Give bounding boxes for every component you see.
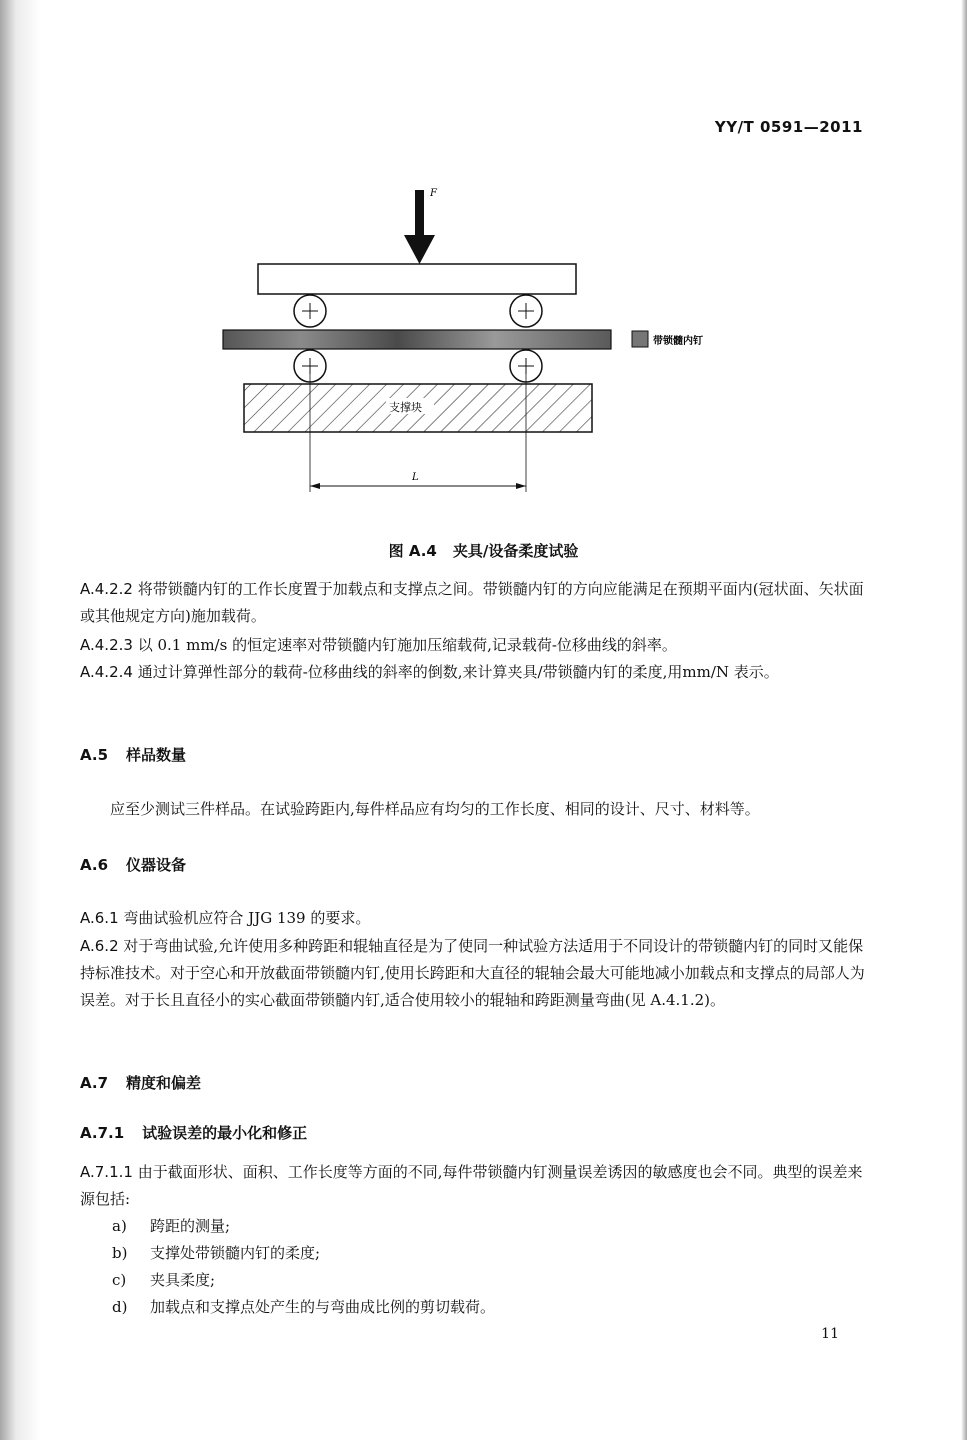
clause-a61 — [80, 905, 870, 932]
section-title: 精度和偏差 — [126, 1074, 202, 1092]
fixture-compliance-diagram — [200, 180, 760, 520]
page-number: 11 — [821, 1326, 839, 1342]
figure-number: 图 A.4 — [388, 542, 437, 560]
list-item — [112, 1240, 320, 1267]
list-item — [112, 1267, 215, 1294]
clause-a711 — [80, 1159, 870, 1213]
list-item — [112, 1294, 495, 1321]
list-text: 支撑处带锁髓内钉的柔度; — [150, 1244, 321, 1262]
section-number: A.5 — [80, 746, 109, 764]
list-label: b) — [112, 1244, 128, 1262]
section-title: 仪器设备 — [126, 856, 187, 874]
clause-text: 通过计算弹性部分的载荷-位移曲线的斜率的倒数,来计算夹具/带锁髓内钉的柔度,用mm/N 表示。 — [137, 663, 779, 681]
intramedullary-nail — [223, 330, 611, 349]
force-label: F — [430, 188, 437, 199]
standard-code: YY/T 0591—2011 — [714, 118, 863, 136]
section-heading-a7 — [80, 1072, 201, 1093]
paragraph-a5: 应至少测试三件样品。在试验跨距内,每件样品应有均匀的工作长度、相同的设计、尺寸、材料等。 — [110, 800, 760, 818]
list-text: 夹具柔度; — [150, 1271, 216, 1289]
section-number: A.7 — [80, 1074, 109, 1092]
clause-text: 将带锁髓内钉的工作长度置于加载点和支撑点之间。带锁髓内钉的方向应能满足在预期平面内(冠状面、矢状面或其他规定方向)施加载荷。 — [80, 580, 864, 625]
clause-text: 弯曲试验机应符合 JJG 139 的要求。 — [123, 909, 371, 927]
list-text: 加载点和支撑点处产生的与弯曲成比例的剪切载荷。 — [150, 1298, 496, 1316]
section-number: A.6 — [80, 856, 109, 874]
clause-number: A.6.1 — [80, 909, 119, 927]
list-label: a) — [112, 1217, 127, 1235]
clause-a62 — [80, 933, 870, 1014]
clause-number: A.6.2 — [80, 937, 119, 955]
support-block-label: 支撑块 — [389, 401, 422, 414]
force-arrow — [404, 190, 435, 264]
list-label: d) — [112, 1298, 128, 1316]
span-dimension-line — [310, 483, 526, 489]
nail-legend-swatch — [632, 331, 648, 347]
clause-text: 由于截面形状、面积、工作长度等方面的不同,每件带锁髓内钉测量误差诱因的敏感度也会不同。典型的误差来源包括: — [80, 1163, 863, 1208]
section-title: 样品数量 — [126, 746, 187, 764]
upper-roller-right — [510, 295, 542, 327]
list-label: c) — [112, 1271, 127, 1289]
clause-text: 对于弯曲试验,允许使用多种跨距和辊轴直径是为了使同一种试验方法适用于不同设计的带锁髓内钉的同时又能保持标准技术。对于空心和开放截面带锁髓内钉,使用长跨距和大直径的辊轴会最大可能地减小加载点和支撑点的局部人为误差。对于长且直径小的实心截面带锁髓内钉,适合使用较小的辊轴和跨距测量弯曲(见 A.4.1.2)。 — [80, 937, 865, 1009]
subsection-heading-a71 — [80, 1122, 307, 1143]
figure-caption — [0, 540, 967, 561]
clause-number: A.4.2.4 — [80, 663, 133, 681]
clause-number: A.7.1.1 — [80, 1163, 133, 1181]
section-heading-a6 — [80, 854, 186, 875]
clause-text: 以 0.1 mm/s 的恒定速率对带锁髓内钉施加压缩载荷,记录载荷-位移曲线的斜率。 — [137, 636, 677, 654]
clause-number: A.4.2.2 — [80, 580, 133, 598]
clause-number: A.4.2.3 — [80, 636, 133, 654]
clause-a423 — [80, 632, 870, 659]
section-title: 试验误差的最小化和修正 — [142, 1124, 308, 1142]
list-text: 跨距的测量; — [150, 1217, 231, 1235]
figure-title: 夹具/设备柔度试验 — [452, 542, 579, 560]
upper-roller-left — [294, 295, 326, 327]
loading-plate — [258, 264, 576, 294]
span-label: L — [412, 472, 419, 483]
section-heading-a5 — [80, 744, 186, 765]
list-item — [112, 1213, 230, 1240]
clause-a422 — [80, 576, 870, 630]
clause-a424 — [80, 659, 870, 686]
scan-shadow-left — [0, 0, 40, 1440]
section-number: A.7.1 — [80, 1124, 125, 1142]
nail-legend-label: 带锁髓内钉 — [653, 336, 703, 347]
scan-shadow-right — [961, 0, 967, 1440]
